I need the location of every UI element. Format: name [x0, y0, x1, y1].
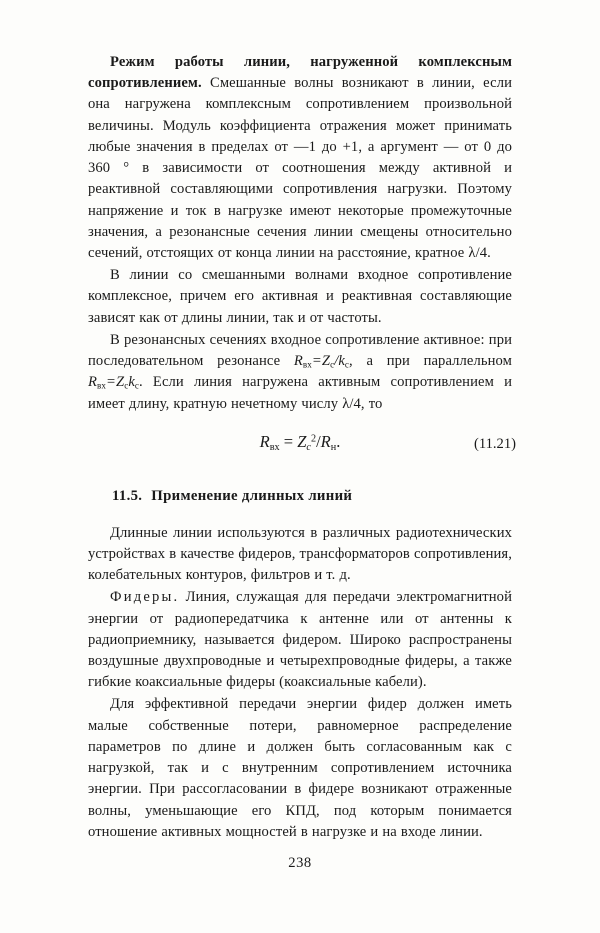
paragraph-1 — [88, 52, 512, 264]
page-content — [88, 52, 516, 843]
paragraph-2: В линии со смешанными волнами входное сопротивление комплексное, причем его активная и реактивная составляющие зависят как от длины линии, так и от частоты. — [88, 267, 512, 326]
page-number: 238 — [288, 855, 312, 871]
paragraph-5-lead: Фидеры. — [110, 589, 180, 606]
paragraph-5 — [88, 587, 512, 693]
equation-number: (11.21) — [473, 435, 516, 452]
section-number: 11.5. — [112, 487, 143, 504]
paragraph-3-part-c: . Если линия нагружена активным сопротивлением и имеет длину, кратную нечетному числу λ/4, то — [88, 374, 512, 412]
paragraph-5-body: Линия, служащая для передачи электромагнитной энергии от радиопередатчика к антенне или от антенны к радиоприемнику, называется фидером. Широко распространены воздушные двухпроводные и четырехпроводные фидеры, а также гибкие коаксиальные фидеры (коаксиальные кабели). — [88, 589, 512, 691]
section-title: Применение длинных линий — [151, 487, 353, 504]
inline-formula-series-resonance: $R_{вх}=Z_c/k_c$ — [293, 353, 350, 370]
paragraph-3-part-b: , а при параллельном — [349, 353, 512, 370]
paragraph-3 — [88, 330, 512, 415]
section-heading — [88, 488, 512, 505]
display-formula-row — [88, 431, 516, 462]
inline-formula-parallel-resonance: $R_{вх}=Z_ck_c$ — [88, 374, 140, 391]
paragraph-6: Для эффективной передачи энергии фидер должен иметь малые собственные потери, равномерное распределение параметров по длине и должен быть согласованным как с нагрузкой, так и с внутренним сопротивлением источника энергии. При рассогласовании в фидере возникают отраженные волны, уменьшающие его КПД, под которым понимается отношение активных мощностей в нагрузке и на входе линии. — [88, 696, 512, 840]
display-formula: $R_{вх} = Z_c^2/R_н$. — [259, 431, 341, 453]
paragraph-4: Длинные линии используются в различных радиотехнических устройствах в качестве фидеров, трансформаторов сопротивления, колебательных контуров, фильтров и т. д. — [88, 524, 512, 584]
paragraph-3-part-a: В резонансных сечениях входное сопротивление активное: при последовательном резонансе — [88, 331, 512, 370]
paragraph-1-body: Смешанные волны возникают в линии, если она нагружена комплексным сопротивлением произвольной величины. Модуль коэффициента отражения может принимать любые значения в пределах от —1 до +1, а аргумент — от 0 до 360 ° в зависимости от соотношения между активной и реактивной составляющими сопротивления нагрузки. Поэтому напряжение и ток в нагрузке имеют некоторые промежуточные значения, а резонансные сечения линии смещены относительно сечений, отстоящих от конца линии на расстояние, кратное λ/4. — [88, 75, 512, 261]
paragraph-1-lead: Режим работы линии, нагруженной комплексным сопротивлением. — [88, 54, 512, 92]
